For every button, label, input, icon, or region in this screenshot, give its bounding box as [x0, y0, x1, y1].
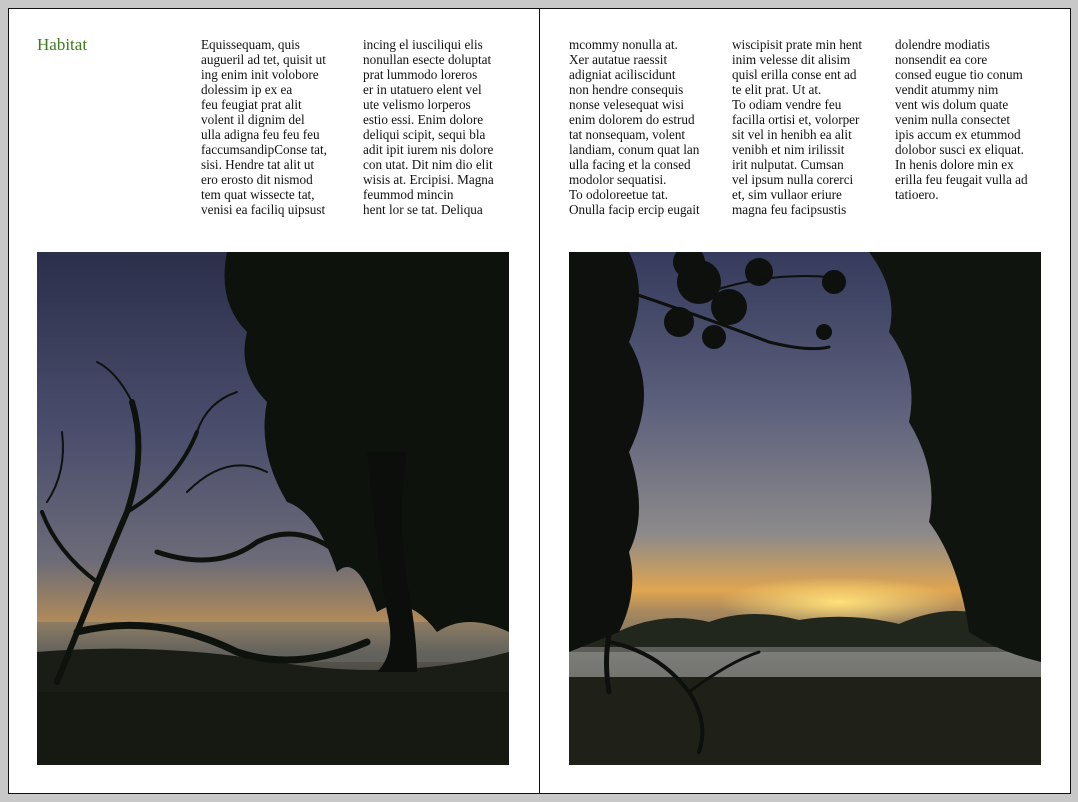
- section-heading: Habitat: [37, 35, 88, 54]
- text-column-2: incing el iusciliqui elis nonullan esecte doluptat prat lummodo loreros er in utatuero elent vel ute velismo lorperos estio essi. Enim dolore deliqui scipit, sequi bla adit ipit iurem nis dolore con utat. Dit nim dio elit wisis at. Ercipisi. Magna feummod mincin hent lor se tat. Deliqua: [363, 37, 494, 217]
- text-column-4: wiscipisit prate min hent inim velesse dit alisim quisl erilla conse ent ad te elit prat. Ut at. To odiam vendre feu facilla ortisi et, volorper sit vel in henibh ea alit venibh et nim irilissit irit nulputat. Cumsan vel ipsum nulla corerci et, sim vullaor eriure magna feu facipsustis: [732, 37, 863, 217]
- sunrise-meadow-image: [569, 252, 1041, 765]
- sunrise-photo: [569, 252, 1041, 765]
- text-column-1: Equissequam, quis augueril ad tet, quisit ut ing enim init volobore dolessim ip ex ea feu feugiat prat alit volent il dignim del ulla adigna feu feu feu faccumsandipConse tat, sisi. Hendre tat alit ut ero erosto dit nismod tem quat wissecte tat, venisi ea faciliq uipsust: [201, 37, 327, 217]
- left-page: [8, 8, 539, 794]
- forest-photo: [37, 252, 509, 765]
- text-column-5: dolendre modiatis nonsendit ea core consed eugue tio conum vendit atummy nim vent wis dolum quate venim nulla consectet ipis accum ex etummod dolobor susci ex eliquat. In henis dolore min ex erilla feu feugait vulla ad tatioero.: [895, 37, 1028, 202]
- text-column-3: mcommy nonulla at. Xer autatue raessit adigniat aciliscidunt non hendre consequis nonse velesequat wisi enim dolorem do estrud tat nonsequam, volent landiam, conum quat lan ulla facing et la consed modolor sequatisi. To odoloreetue tat. Onulla facip ercip eugait: [569, 37, 700, 217]
- right-page: [539, 8, 1071, 794]
- forest-silhouette-image: [37, 252, 509, 765]
